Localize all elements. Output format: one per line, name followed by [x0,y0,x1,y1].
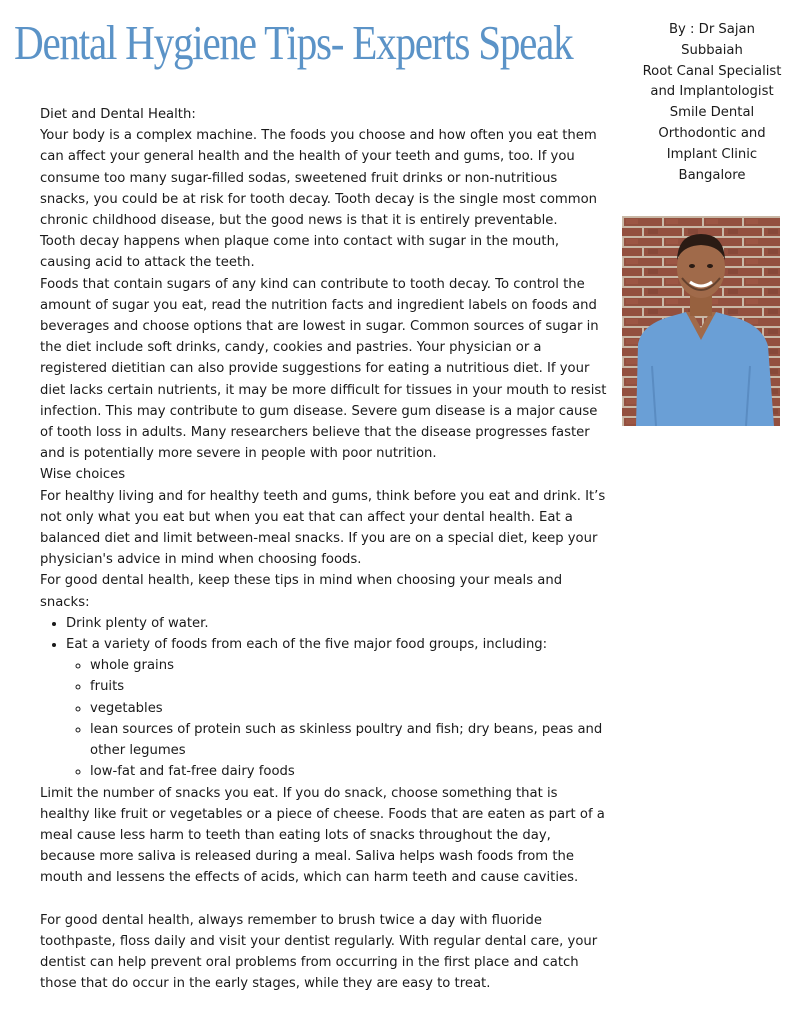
list-item: ◦ vegetables [90,698,610,719]
list-item: ◦ whole grains [90,655,610,676]
list-item: ◦ fruits [90,676,610,697]
author-byline [622,20,791,186]
author-photo [622,216,780,426]
paragraph: Limit the number of snacks you eat. If you do snack, choose something that is healthy like fruit or vegetables or a piece of cheese. Foods that are eaten as part of a meal cause less harm to teeth than eating lots of snacks throughout the day, because more saliva is released during a meal. Saliva helps wash foods from the mouth and lessens the effects of acids, which can harm teeth and cause cavities. [40,785,605,886]
paragraph: Foods that contain sugars of any kind can contribute to tooth decay. To control the amount of sugar you eat, read the nutrition facts and ingredient labels on foods and beverages and choose options that are lowest in sugar. Common sources of sugar in the diet include soft drinks, candy, cookies and pastries. Your physician or a registered dietitian can also provide suggestions for eating a nutritious diet. If your diet lacks certain nutrients, it may be more difficult for tissues in your mouth to resist infection. This may contribute to gum disease. Severe gum disease is a major cause of tooth loss in adults. Many researchers believe that the disease progresses faster and is potentially more severe in people with poor nutrition. [40,276,607,462]
list-item-text: Eat a variety of foods from each of the five major food groups, including: [66,637,548,653]
list-item: ◦ low-fat and fat-free dairy foods [90,761,610,782]
article-body [40,104,610,994]
paragraph: For good dental health, keep these tips in mind when choosing your meals and snacks: [40,573,563,610]
byline-line: By : Dr Sajan [668,22,755,37]
food-groups-list [66,655,610,782]
dentist-portrait-icon [622,216,780,426]
paragraph: For healthy living and for healthy teeth and gums, think before you eat and drink. It’s not only what you eat but when you eat that can affect your dental health. Eat a balanced diet and limit between-meal snacks. If you are on a special diet, keep your physician's advice in mind when choosing foods. [40,488,606,568]
section-subheading: Wise choices [40,467,126,483]
byline-line: Implant Clinic [666,146,758,162]
byline-line: Orthodontic and [658,125,766,141]
page-title: Dental Hygiene Tips- Experts Speak [14,15,573,70]
list-item [66,613,610,634]
paragraph-spacer [40,889,610,910]
list-item: ◦ lean sources of protein such as skinless poultry and fish; dry beans, peas and other legumes [90,719,610,761]
paragraph: For good dental health, always remember to brush twice a day with fluoride toothpaste, floss daily and visit your dentist regularly. With regular dental care, your dentist can help prevent oral problems from occurring in the first place and catch those that do occur in the early stages, while they are easy to treat. [40,912,598,992]
byline-line: Bangalore [678,167,746,183]
section-heading: Diet and Dental Health: [40,107,196,122]
byline-line: Root Canal Specialist [642,63,782,79]
paragraph: Your body is a complex machine. The foods you choose and how often you eat them can affect your general health and the health of your teeth and gums, too. If you consume too many sugar-filled sodas, sweetened fruit drinks or non-nutritious snacks, you could be at risk for tooth decay. Tooth decay is the single most common chronic childhood disease, but the good news is that it is entirely preventable. [40,128,598,229]
list-item [66,634,610,782]
tips-list [40,613,610,783]
list-item-text: Drink plenty of water. [66,615,209,631]
paragraph: Tooth decay happens when plaque come into contact with sugar in the mouth, causing acid to attack the teeth. [40,234,560,271]
byline-line: Subbaiah [681,42,743,58]
byline-line: and Implantologist [650,84,774,100]
byline-line: Smile Dental [669,105,755,121]
